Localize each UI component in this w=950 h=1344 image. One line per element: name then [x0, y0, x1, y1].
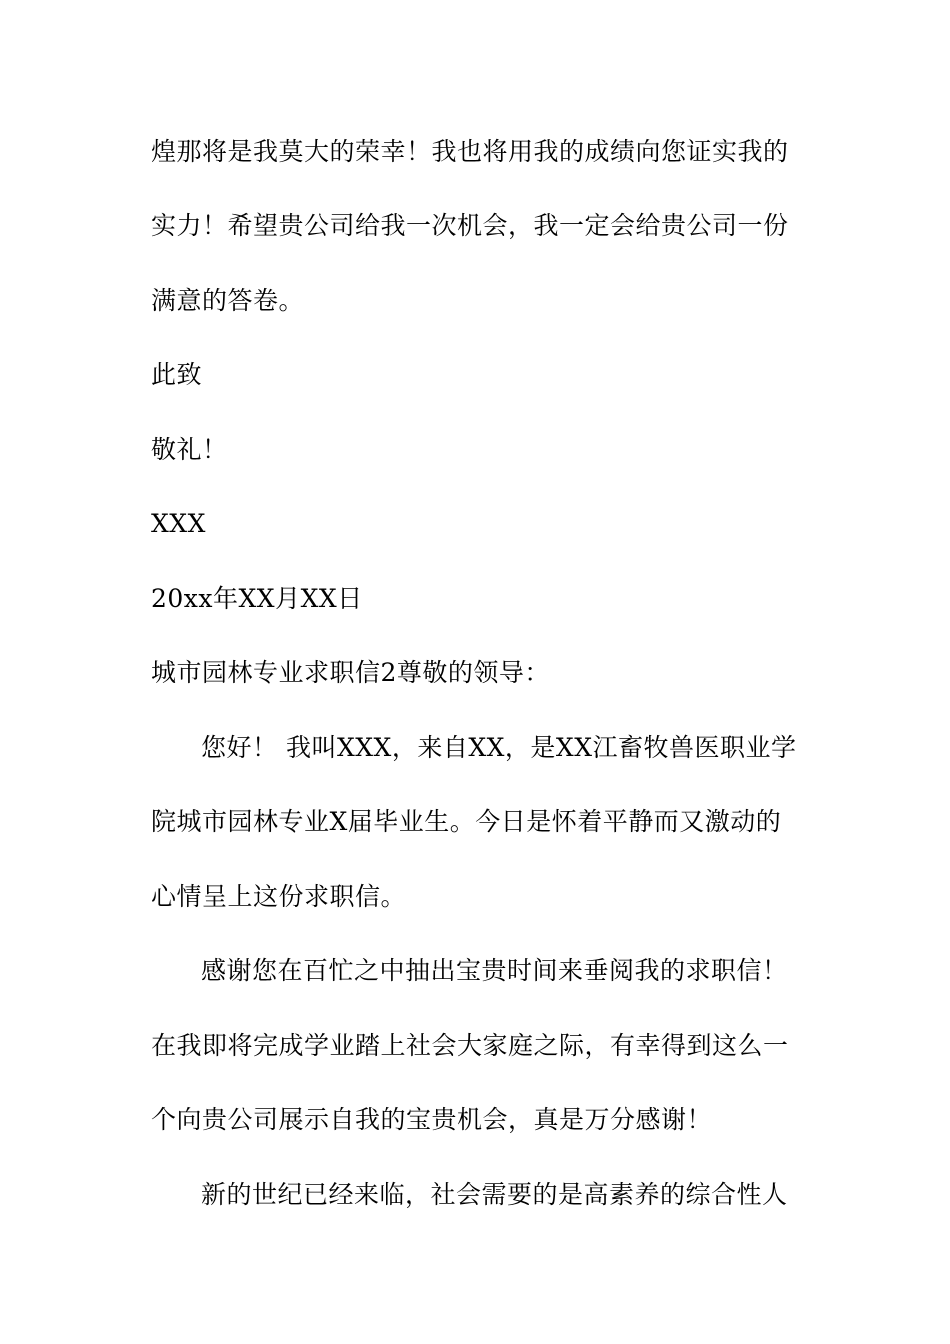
- paragraph-line: 煌那将是我莫大的荣幸！我也将用我的成绩向您证实我的: [151, 137, 789, 166]
- paragraph-line: 心情呈上这份求职信。: [151, 882, 407, 911]
- signature-date: 20xx年XX月XX日: [151, 584, 363, 613]
- closing-regards: 敬礼！: [151, 435, 228, 464]
- paragraph-line: 个向贵公司展示自我的宝贵机会，真是万分感谢！: [151, 1105, 713, 1134]
- letter-heading: 城市园林专业求职信2尊敬的领导：: [151, 658, 550, 687]
- paragraph-line: 院城市园林专业X届毕业生。今日是怀着平静而又激动的: [151, 807, 782, 836]
- closing-salutation: 此致: [151, 360, 203, 389]
- paragraph-line: 在我即将完成学业踏上社会大家庭之际，有幸得到这么一: [151, 1031, 789, 1060]
- paragraph-line: 满意的答卷。: [151, 286, 305, 315]
- paragraph-line: 您好！ 我叫XXX，来自XX，是XX江畜牧兽医职业学: [201, 733, 797, 762]
- signature-name: XXX: [151, 509, 206, 538]
- paragraph-line: 实力！希望贵公司给我一次机会，我一定会给贵公司一份: [151, 211, 789, 240]
- paragraph-line: 新的世纪已经来临，社会需要的是高素养的综合性人: [201, 1180, 788, 1209]
- paragraph-line: 感谢您在百忙之中抽出宝贵时间来垂阅我的求职信！: [201, 956, 788, 985]
